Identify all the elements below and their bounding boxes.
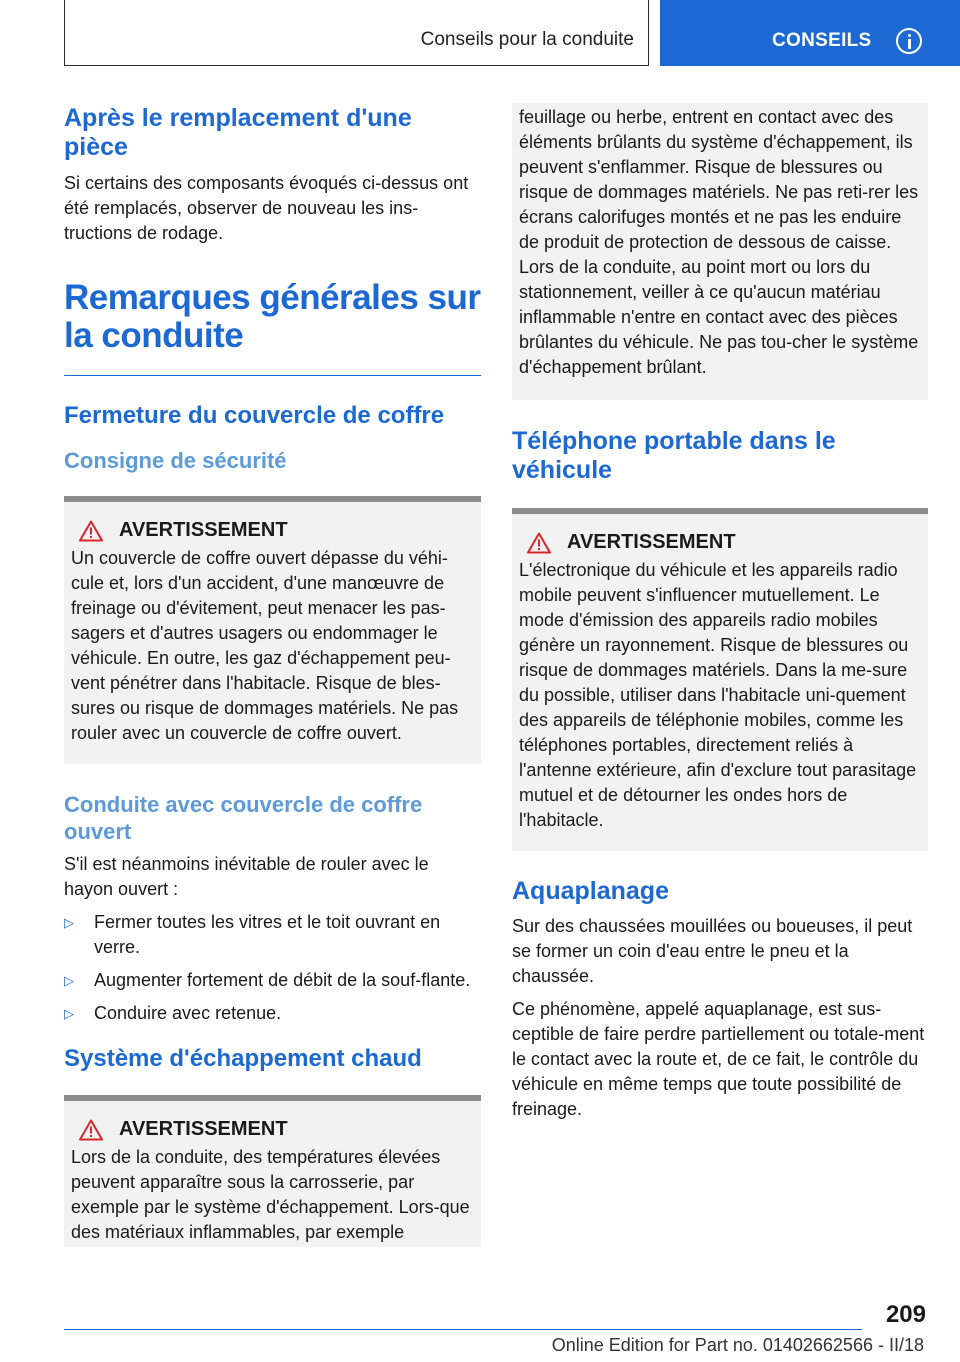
warning-header bbox=[79, 1117, 474, 1142]
footer-divider bbox=[64, 1329, 862, 1330]
header-section-box bbox=[64, 0, 649, 66]
info-icon[interactable] bbox=[896, 28, 922, 54]
chapter-tab-label: CONSEILS bbox=[772, 30, 872, 51]
warning-triangle-icon bbox=[79, 1119, 103, 1141]
warning-box-trunk bbox=[64, 496, 481, 764]
footer-edition: Online Edition for Part no. 01402662566 - II/18 bbox=[551, 1335, 924, 1355]
chapter-heading-driving-remarks: Remarques générales sur la conduite bbox=[64, 278, 481, 355]
warning-text: feuillage ou herbe, entrent en contact avec des éléments brûlants du système d'échappement, ils peuvent s'enflammer. Risque de blessures ou risque de dommages matériels. Ne pas reti-rer les écrans calorifuges montés et ne pas les enduire de produit de protection de dessous de caisse. Lors de la conduite, au point mort ou lors du stationnement, veiller à ce qu'aucun matériau inflammable n'entre en contact avec des pièces brûlantes du véhicule. Ne pas tou-cher le système d'échappement brûlant. bbox=[519, 107, 919, 377]
warning-title: AVERTISSEMENT bbox=[567, 531, 736, 553]
warning-text: L'électronique du véhicule et les appareils radio mobile peuvent s'influencer mutuellement. Le mode d'émission des appareils radio mobiles génère un rayonnement. Risque de blessures ou risque de dommages matériels. Dans la me-sure du possible, utiliser dans l'habitacle uni-quement des appareils de téléphonie mobiles, comme les téléphones portables, directement reliés à l'antenne extérieure, afin d'exclure tout parasitage mutuel et de détourner les ondes hors de l'habitacle. bbox=[519, 560, 917, 830]
warning-header bbox=[79, 518, 474, 543]
text-aquaplaning-2: Ce phénomène, appelé aquaplanage, est sus-ceptible de faire perdre partiellement ou totale-ment le contact avec la route et, de ce fait, le contrôle du véhicule en même temps que toute possibilité de freinage. bbox=[512, 999, 925, 1119]
list-item: ▷ Fermer toutes les vitres et le toit ouvrant en verre. bbox=[64, 910, 481, 960]
list-item: ▷ Augmenter fortement de débit de la souf-flante. bbox=[64, 968, 481, 993]
bullet-triangle-icon: ▷ bbox=[64, 973, 74, 988]
warning-box-exhaust-continued bbox=[512, 103, 928, 400]
heading-mobile-phone: Téléphone portable dans le véhicule bbox=[512, 427, 836, 484]
warning-box-phone bbox=[512, 508, 928, 851]
chapter-tab[interactable] bbox=[660, 0, 960, 66]
warning-triangle-icon bbox=[79, 520, 103, 542]
section-title: Conseils pour la conduite bbox=[420, 29, 634, 50]
left-column bbox=[64, 100, 481, 1247]
warning-title: AVERTISSEMENT bbox=[119, 519, 288, 541]
open-lid-list bbox=[64, 910, 481, 1026]
warning-text: Lors de la conduite, des températures élevées peuvent apparaître sous la carrosserie, par exemple par le système d'échappement. Lors-que des matériaux inflammables, par exemple bbox=[71, 1147, 470, 1242]
subheading-driving-open-lid: Conduite avec couvercle de coffre ouvert bbox=[64, 792, 423, 844]
right-column bbox=[512, 103, 928, 1122]
heading-aquaplaning: Aquaplanage bbox=[512, 877, 669, 905]
heading-part-replacement: Après le remplacement d'une pièce bbox=[64, 104, 412, 161]
text-open-lid-intro: S'il est néanmoins inévitable de rouler avec le hayon ouvert : bbox=[64, 854, 429, 899]
heading-trunk-lid: Fermeture du couvercle de coffre bbox=[64, 402, 445, 429]
list-item: ▷ Conduire avec retenue. bbox=[64, 1001, 481, 1026]
heading-hot-exhaust: Système d'échappement chaud bbox=[64, 1045, 422, 1072]
warning-box-exhaust bbox=[64, 1095, 481, 1247]
text-aquaplaning-1: Sur des chaussées mouillées ou boueuses, il peut se former un coin d'eau entre le pneu et la chaussée. bbox=[512, 916, 913, 986]
page-number: 209 bbox=[885, 1301, 926, 1328]
bullet-triangle-icon: ▷ bbox=[64, 1006, 74, 1021]
bullet-triangle-icon: ▷ bbox=[64, 915, 74, 930]
text-part-replacement: Si certains des composants évoqués ci-dessus ont été remplacés, observer de nouveau les ins-tructions de rodage. bbox=[64, 173, 469, 243]
warning-title: AVERTISSEMENT bbox=[119, 1118, 288, 1140]
warning-header bbox=[527, 530, 921, 555]
warning-triangle-icon bbox=[527, 532, 551, 554]
warning-text: Un couvercle de coffre ouvert dépasse du véhi-cule et, lors d'un accident, d'une manœuvre de freinage ou d'évitement, peut menacer les pas-sagers et d'autres usagers ou endommager le véhicule. En outre, les gaz d'échappement peu-vent pénétrer dans l'habitacle. Risque de bles-sures ou risque de dommages matériels. Ne pas rouler avec un couvercle de coffre ouvert. bbox=[71, 548, 459, 743]
subheading-safety-note: Consigne de sécurité bbox=[64, 448, 287, 473]
heading-divider bbox=[64, 375, 481, 376]
